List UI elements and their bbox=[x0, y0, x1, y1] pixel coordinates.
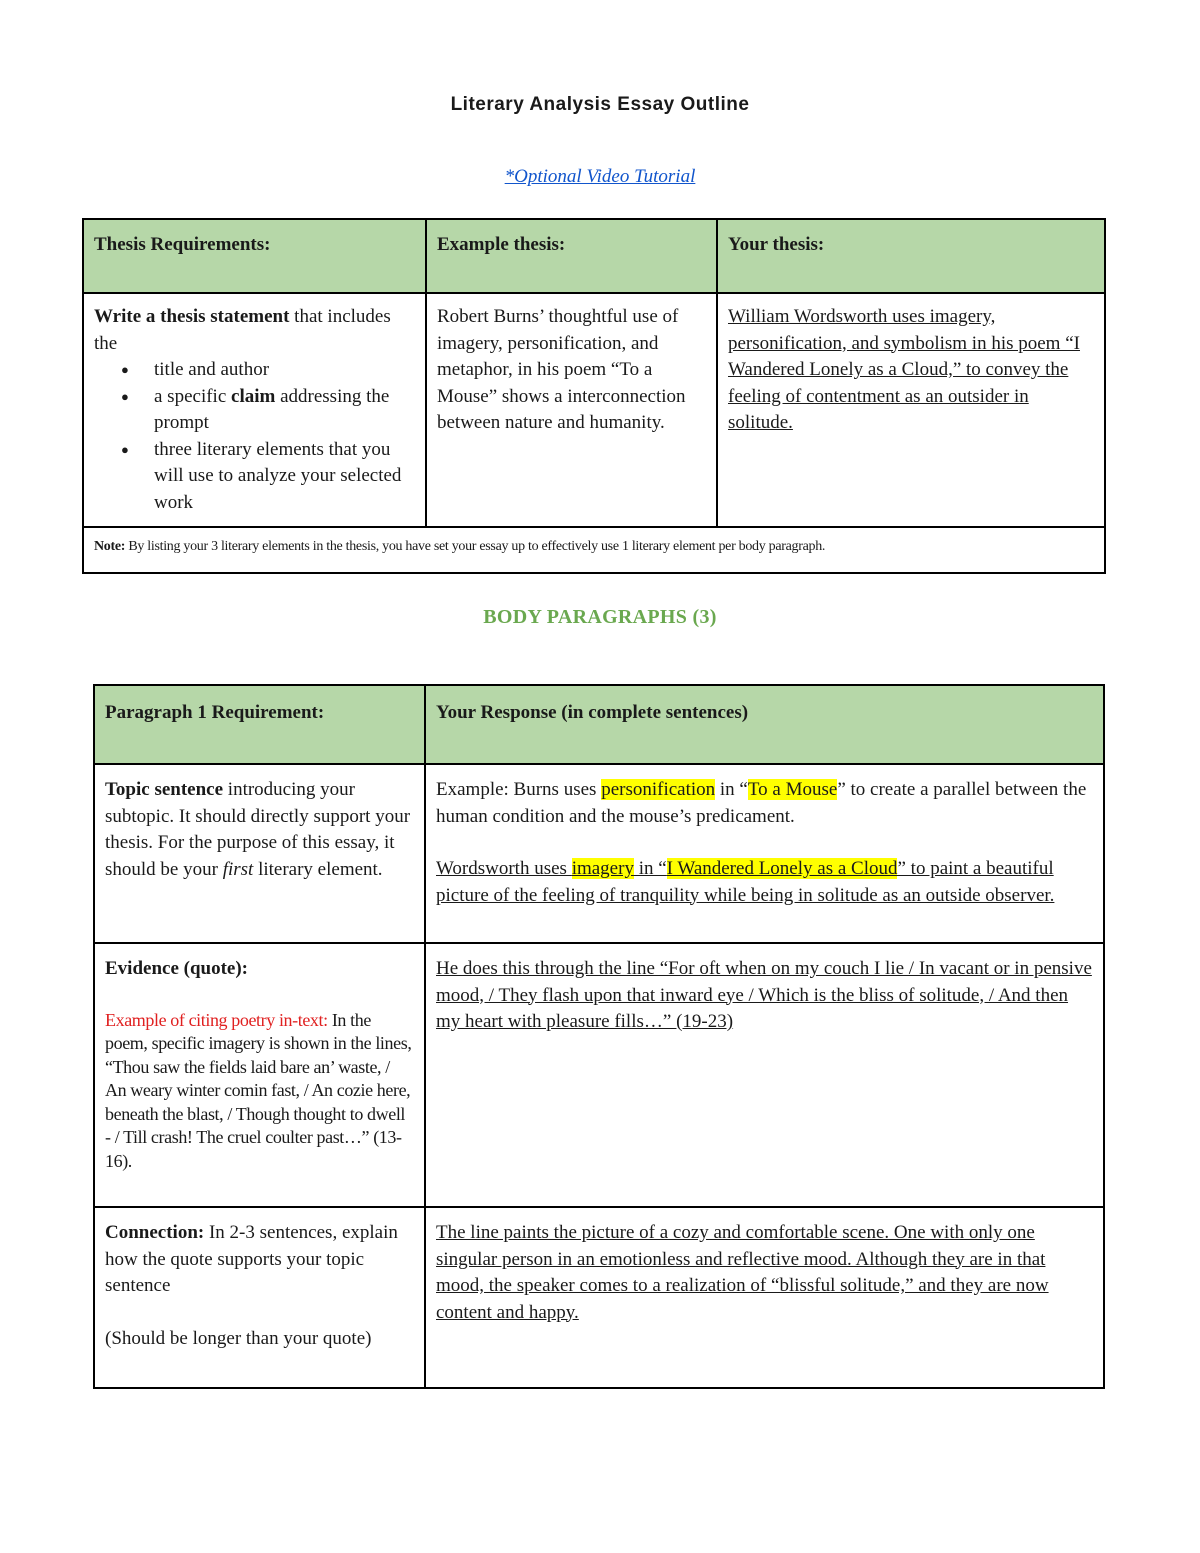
your-thesis-cell[interactable] bbox=[717, 293, 1105, 527]
paragraph-table bbox=[93, 684, 1105, 1389]
topic-label: Topic sentence bbox=[105, 779, 224, 800]
evidence-response[interactable] bbox=[425, 943, 1104, 1207]
bullet-bold: claim bbox=[231, 385, 276, 407]
evidence-label: Evidence (quote): bbox=[105, 958, 249, 979]
example-label: Example of citing poetry in-text: bbox=[105, 1009, 328, 1030]
connection-note: (Should be longer than your quote) bbox=[105, 1327, 372, 1349]
note-text: By listing your 3 literary elements in the thesis, you have set your essay up to effectively use 1 literary element per body paragraph. bbox=[125, 539, 826, 554]
thesis-table-content-row bbox=[83, 293, 1105, 527]
connection-label: Connection: bbox=[105, 1222, 205, 1243]
topic-sentence-requirement bbox=[94, 764, 425, 943]
bullet-text: addressing the prompt bbox=[154, 385, 390, 433]
topic-text: literary element. bbox=[253, 858, 383, 880]
text: in “ bbox=[715, 779, 748, 800]
text: ” to create a parallel between the human condition and the mouse’s predicament. bbox=[436, 779, 1087, 827]
bullet-text: a specific bbox=[154, 385, 232, 407]
topic-text: introducing your subtopic. It should directly support your thesis. For the purpose of this essay, it should be your bbox=[105, 779, 411, 880]
connection-requirement bbox=[94, 1207, 425, 1388]
connection-response-text: The line paints the picture of a cozy and comfortable scene. One with only one singular person in an emotionless and reflective mood. Although they are in that mood, the speaker comes to a realization of “blissful solitude,” and they are now content and happy. bbox=[436, 1222, 1049, 1323]
example-thesis-cell: Robert Burns’ thoughtful use of imagery, personification, and metaphor, in his poem “To a Mouse” shows a interconnection between nature and humanity. bbox=[426, 293, 717, 527]
highlight: I Wandered Lonely as a Cloud bbox=[666, 858, 898, 879]
highlight: personification bbox=[601, 779, 716, 800]
connection-text: In 2-3 sentences, explain how the quote supports your topic sentence bbox=[105, 1222, 398, 1296]
thesis-table-header-row bbox=[83, 219, 1105, 293]
text: in “ bbox=[633, 858, 667, 879]
list-item: ● three literary elements that you will use to analyze your selected work bbox=[154, 437, 415, 517]
highlight: imagery bbox=[571, 858, 634, 879]
text: Wordsworth uses bbox=[436, 858, 572, 879]
thesis-table bbox=[82, 218, 1106, 574]
req-bold: Write a thesis statement bbox=[94, 306, 290, 327]
body-paragraphs-heading: BODY PARAGRAPHS (3) bbox=[483, 606, 717, 628]
thesis-note-cell bbox=[83, 527, 1105, 573]
page-title: Literary Analysis Essay Outline bbox=[450, 94, 750, 115]
your-thesis-text: William Wordsworth uses imagery, personification, and symbolism in his poem “I Wandered Lonely as a Cloud,” to convey the feeling of contentment as an outsider in solitude. bbox=[728, 306, 1080, 433]
connection-response[interactable] bbox=[425, 1207, 1104, 1388]
connection-row bbox=[94, 1207, 1104, 1388]
video-tutorial-link-wrap bbox=[0, 166, 1200, 188]
topic-emphasis: first bbox=[222, 858, 254, 880]
topic-response bbox=[436, 856, 1093, 909]
list-item bbox=[154, 384, 415, 437]
topic-example bbox=[436, 777, 1093, 830]
thesis-note-row bbox=[83, 527, 1105, 573]
thesis-requirements-cell bbox=[83, 293, 426, 527]
header-example-thesis: Example thesis: bbox=[426, 219, 717, 293]
video-tutorial-link[interactable]: *Optional Video Tutorial bbox=[504, 166, 696, 187]
spacer bbox=[436, 830, 1093, 856]
evidence-row bbox=[94, 943, 1104, 1207]
spacer bbox=[105, 983, 414, 1009]
topic-sentence-response[interactable] bbox=[425, 764, 1104, 943]
req-rest: that includes the bbox=[94, 306, 391, 354]
header-your-response: Your Response (in complete sentences) bbox=[425, 685, 1104, 764]
text: ” to paint a beautiful picture of the feeling of tranquility while being in solitude as an outside observer. bbox=[436, 858, 1055, 906]
list-item: ● title and author bbox=[154, 357, 415, 384]
example-text: In the poem, specific imagery is shown in the lines, “Thou saw the fields laid bare an’ waste, / An weary winter comin fast, / An cozie here, beneath the blast, / Though thought to dwell - / Till crash! The cruel coulter past…” (13-16). bbox=[105, 1009, 412, 1171]
header-paragraph-requirement: Paragraph 1 Requirement: bbox=[94, 685, 425, 764]
paragraph-table-header-row bbox=[94, 685, 1104, 764]
evidence-example bbox=[105, 1009, 414, 1174]
topic-sentence-row bbox=[94, 764, 1104, 943]
highlight: To a Mouse bbox=[747, 779, 838, 800]
spacer bbox=[105, 1300, 414, 1326]
requirements-list bbox=[94, 357, 415, 516]
header-thesis-requirements: Thesis Requirements: bbox=[83, 219, 426, 293]
evidence-requirement bbox=[94, 943, 425, 1207]
evidence-response-text: He does this through the line “For oft when on my couch I lie / In vacant or in pensive mood, / They flash upon that inward eye / Which is the bliss of solitude, / And then my heart with pleasure fills…” (19-23) bbox=[436, 958, 1092, 1032]
note-label: Note: bbox=[94, 539, 126, 554]
text: Example: Burns uses bbox=[436, 779, 602, 800]
header-your-thesis: Your thesis: bbox=[717, 219, 1105, 293]
